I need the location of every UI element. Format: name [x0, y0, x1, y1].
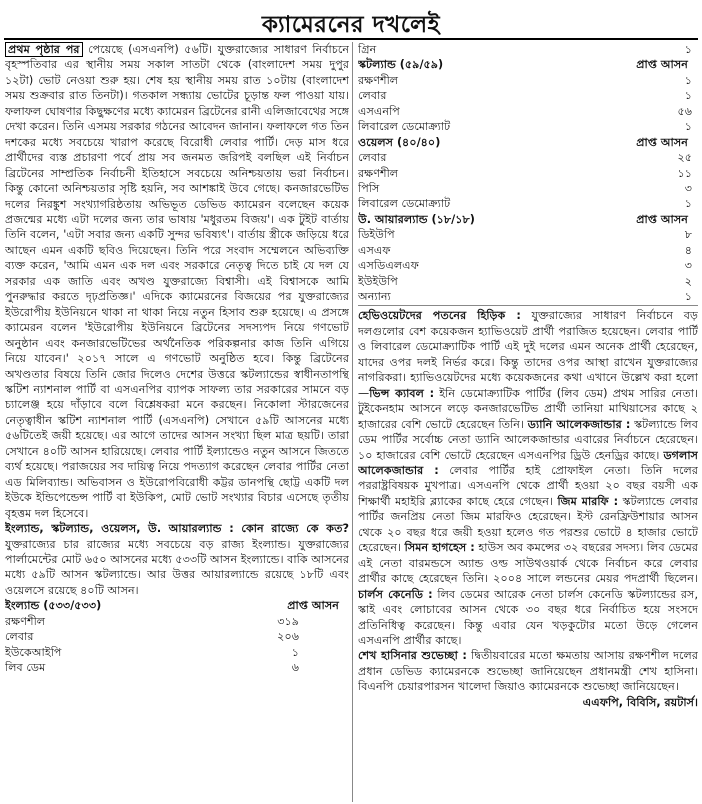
hasina-text: দ্বিতীয়বারের মতো ক্ষমতায় আসায় রক্ষণশীল দলের প্রধান ডেভিড ক্যামেরনকে শুভেচ্ছা জানিয়েছেন প্রধানমন্ত্রী শেখ হাসিনা। বিএনপি চেয়ারপারসন খালেদা জিয়াও ক্যামেরনকে শুভেচ্ছা জানিয়েছেন।	[358, 649, 698, 694]
seat-row	[358, 150, 698, 165]
seat-count: ৬	[291, 661, 299, 675]
party-name: লিবারেল ডেমোক্র্যাট	[358, 197, 451, 211]
wales-seats-header: প্রাপ্ত আসন	[636, 135, 688, 149]
england-table-continued	[358, 42, 698, 57]
party-name: লেবার	[358, 89, 387, 103]
ni-table	[358, 227, 698, 304]
seat-row	[358, 166, 698, 181]
seat-row	[5, 660, 349, 675]
headline: ক্যামেরনের দখলেই	[261, 12, 441, 38]
person-name-1: ভিন্স ক্যাবল :	[369, 386, 435, 400]
seat-count: ৪	[684, 243, 692, 257]
party-name: ইউইউপি	[358, 274, 398, 288]
seat-count: ১	[684, 43, 692, 56]
seat-count: ১১	[677, 166, 692, 180]
person-text-1: ইনি ডেমোক্র্যাটিক পার্টির (লিব ডেম) প্রথম সারির নেতা। টুইকেনহাম আসনে লড়ে কনজারভেটিভ প্রার্থী তানিয়া মাথিয়াসের কাছে ২ হাজারের বেশি ভোটে হেরেছেন তিনি।	[358, 386, 698, 431]
party-name: লেবার	[358, 151, 387, 165]
seat-count: ১	[291, 645, 299, 659]
top-rule	[4, 38, 698, 40]
party-name: লেবার	[5, 630, 34, 644]
seat-row	[5, 645, 349, 660]
scotland-table-header	[358, 57, 698, 72]
continued-tag: প্রথম পৃষ্ঠার পর	[5, 42, 83, 57]
person-name-6: চার্লস কেনেডি :	[358, 587, 433, 601]
seat-row	[358, 104, 698, 119]
seat-row	[358, 274, 698, 289]
seat-row	[358, 289, 698, 304]
person-name-3: ডগলাস আলেকজান্ডার :	[358, 448, 698, 477]
england-table-header	[5, 598, 349, 613]
seat-row	[5, 614, 349, 629]
party-name: ইউকেআইপি	[5, 645, 62, 659]
heavyweights-section	[358, 305, 698, 710]
lead-text: পেয়েছে (এসএনপি) ৫৬টি। যুক্তরাজ্যের সাধারণ নির্বাচনে বৃহস্পতিবার এর স্থানীয় সময় সকাল সাতটা থেকে (বাংলাদেশ সময় দুপুর ১২টা) ভোট নেওয়া শুরু হয়। শেষ হয় স্থানীয় সময় রাত ১০টায় (বাংলাদেশ সময় শুক্রবার রাত তিনটা)। গতকাল সন্ধ্যায় ভোটের চূড়ান্ত ফল পাওয়া যায়। ফলাফল ঘোষণার কিছুক্ষণের মধ্যে ক্যামেরন ব্রিটেনের রানী এলিজাবেথের সঙ্গে দেখা করেন। তিনি এসময় সরকার গঠনের আবেদন জানান। ফলাফলে গত তিন দশকের মধ্যে সবচেয়ে খারাপ করেছে বিরোধী লেবার পার্টি। দেড় মাস ধরে প্রার্থীদের ব্যস্ত প্রচারণা পর্বে প্রায় সব জনমত জরিপই বলছিল এই নির্বাচন ব্রিটেনের সাম্প্রতিক নির্বাচনী ইতিহাসে সবচেয়ে অনিশ্চয়তায় ভরা নির্বাচন। কিন্তু কোনো অনিশ্চয়তার সৃষ্টি হয়নি, সব আশঙ্কাই উবে গেছে। কনজারভেটিভ দলের নিরঙ্কুশ সংখ্যাগরিষ্ঠতায় অভিভূত ডেভিড ক্যামেরন বলেছেন কয়েক প্রজন্মের মধ্যে এটা দলের জন্য তার ভাষায় 'মধুরতম বিজয়'। এক টুইট বার্তায় তিনি বলেন, 'এটা সবার জন্য একটি সুন্দর ভবিষ্যৎ'। বার্তায় স্ত্রীকে জড়িয়ে ধরে আছেন এমন একটি ছবিও দিয়েছেন। তিনি পরে সংবাদ সম্মেলনে অভিব্যক্তি ব্যক্ত করেন, 'আমি এমন এক দল এবং সরকারে নেতৃত্ব দিতে চাই যে দল যে সরকার এক জাতি এবং অখণ্ড যুক্তরাজ্যে বিশ্বাসী। এই বিশ্বাসকে আমি পুনরুদ্ধার করতে দৃঢ়প্রতিজ্ঞ।' এদিকে ক্যামেরনের বিজয়ের পর যুক্তরাজ্যের ইউরোপীয় ইউনিয়নে থাকা না থাকা নিয়ে নতুন হিসাব শুরু হয়েছে। এ প্রসঙ্গে ক্যামেরন বলেন 'ইউরোপীয় ইউনিয়নে ব্রিটেনের সদস্যপদ নিয়ে গণভোট অনুষ্ঠান এবং কনজারভেটিভের অর্থনৈতিক পরিকল্পনার কাজ তিনি এগিয়ে নিয়ে যাবেন।' ২০১৭ সালে এ গণভোট অনুষ্ঠিত হবে। কিন্তু ব্রিটেনের অখণ্ডতার বিষয়ে তিনি জোর দিলেও দেশের উত্তরে স্কটল্যান্ডের স্বাধীনতাপন্থি স্কটিশ ন্যাশনাল পার্টি বা এসএনপির ব্যাপক সাফল্য তার সরকারের সামনে বড় চ্যালেঞ্জ হয়ে দাঁড়াবে বলে বিশ্লেষকরা মনে করছেন। নিকোলা স্টারজেনের নেতৃত্বাধীন স্কটিশ ন্যাশনাল পার্টি (এসএনপি) সেখানে ৫৯টি আসনের মধ্যে ৫৬টিতেই জয়ী হয়েছে। এর আগে তাদের আসন সংখ্যা ছিল মাত্র ছয়টি। তারা সেখানে ৪০টি আসন হারিয়েছে। লেবার পার্টি ইল্যান্ডেও নতুন আসনে জিততে ব্যর্থ হয়েছে। পরাজয়ের সব দায়িত্ব নিয়ে পদত্যাগ করেছেন লেবার পার্টির নেতা এড মিলিব্যান্ড। অভিবাসন ও ইউরোপবিরোধী কট্টর ডানপন্থি ছোট্ট একটি দল ইউকে ইন্ডিপেন্ডেন্স পার্টি বা ইউকিপ, মোট ভোট সংখ্যার বিচার এসেছে তৃতীয় বৃহত্তম দল হিসেবে।	[5, 43, 349, 520]
seat-count: ২৫	[677, 151, 692, 165]
title-band	[0, 0, 702, 40]
heavyweights-paragraph	[358, 308, 698, 648]
seat-count: ২০৬	[277, 630, 299, 644]
party-name: অন্যান্য	[358, 290, 391, 303]
party-name: এসডিএলএফ	[358, 259, 419, 273]
scotland-table	[358, 73, 698, 135]
party-name: লিবারেল ডেমোক্র্যাট	[358, 120, 451, 134]
ni-name: উ. আয়ারল্যান্ড (১৮/১৮)	[358, 212, 475, 226]
right-column	[358, 42, 698, 802]
source-credit: এএফপি, বিবিসি, রয়টার্স।	[582, 695, 698, 709]
wales-name: ওয়েলস (৪০/৪০)	[358, 135, 441, 149]
region-paragraph	[5, 521, 349, 598]
seat-row	[358, 243, 698, 258]
column-divider	[352, 42, 353, 802]
ni-seats-header: প্রাপ্ত আসন	[636, 212, 688, 226]
party-name: রক্ষণশীল	[358, 73, 399, 87]
region-subhead: ইংল্যান্ড, স্কটল্যান্ড, ওয়েলস, উ. আয়ারল্যান্ড : কোন রাজ্যে কে কত?	[5, 522, 349, 536]
person-text-2: স্কটল্যান্ডে লিব ডেম পার্টির সর্বোচ্চ নেতা ড্যানি আলেকজান্ডার এবারের নির্বাচনে হেরেছেন। ১০ হাজারের বেশি ভোটে হেরেছেন এসএনপির ড্রিউ হেনড্রির কাছে।	[358, 417, 698, 462]
seat-row	[358, 258, 698, 273]
seat-row	[358, 88, 698, 103]
person-text-6: লিব ডেমের আরেক নেতা চার্লস কেনেডি স্কটল্যান্ডের রস, স্কাই এবং লোচাবের আসন থেকে ৩০ বছর ধরে নির্বাচিত হয়ে সংসদে প্রতিনিধিত্ব করেছেন। কিন্তু এবার যেন খড়কুটোর মতো উড়ে গেলেন এসএনপি প্রার্থীর কাছে।	[358, 587, 698, 647]
person-text-5: হাউস অব কমন্সের ৩২ বছরের সদস্য। লিব ডেমের এই নেতা বারমন্ডসে অ্যান্ড ওল্ড সাউথওয়ার্ক থেকে নির্বাচন করে লেবার প্রার্থীর কাছে হেরেছেন তিনি। ২০০৪ সালে লন্ডনের মেয়র পদপ্রার্থী ছিলেন।	[358, 541, 698, 586]
seat-count: ১	[684, 73, 692, 87]
seat-row	[358, 73, 698, 88]
party-name: রক্ষণশীল	[358, 166, 399, 180]
seat-count: ৫৬	[677, 104, 692, 118]
seat-count: ৮	[684, 228, 692, 242]
seat-count: ৩	[684, 181, 692, 195]
heavyweights-title: হেভিওয়েটদের পতনের হিড়িক :	[358, 309, 521, 323]
england-table	[5, 614, 349, 676]
hasina-title: শেখ হাসিনার শুভেচ্ছা :	[358, 649, 467, 663]
seat-row	[358, 42, 698, 57]
region-text: যুক্তরাজ্যের চার রাজ্যের মধ্যে সবচেয়ে বড় রাজ্য ইংল্যান্ড। যুক্তরাজ্যের পার্লামেন্টের মোট ৬৫০ আসনের মধ্যে ৫৩৩টি আসন ইংল্যান্ডে। বাকি আসনের মধ্যে ৫৯টি আসন স্কটল্যান্ডে। আর উত্তর আয়ারল্যান্ডে রয়েছে ১৮টি এবং ওয়েলসে রয়েছে ৪০টি আসন।	[5, 537, 349, 597]
wales-table	[358, 150, 698, 212]
seat-count: ৩১৯	[277, 614, 299, 628]
seat-count: ১	[684, 197, 692, 211]
ni-table-header	[358, 212, 698, 227]
person-name-4: জিম মারফি :	[557, 494, 619, 508]
seat-row	[358, 181, 698, 196]
seat-count: ৩	[684, 259, 692, 273]
seat-count: ১	[684, 120, 692, 134]
scotland-seats-header: প্রাপ্ত আসন	[636, 58, 688, 72]
person-name-2: ড্যানি আলেকজান্ডার :	[527, 417, 631, 431]
seat-count: ১	[684, 290, 692, 303]
party-name: গ্রিন	[358, 43, 377, 56]
england-seats-header: প্রাপ্ত আসন	[287, 599, 339, 613]
seat-count: ২	[684, 274, 692, 288]
person-text-4: স্কটল্যান্ডে লেবার পার্টির জনপ্রিয় নেতা জিম মারফিও হেরেছেন। ইস্ট রেনফ্রিউশায়ার আসন থেকে ২০ বছর ধরে জয়ী হওয়া হলেও গত পরশুর ভোটে ৪ হাজার ভোটে হেরেছেন।	[358, 494, 698, 555]
party-name: লিব ডেম	[5, 661, 46, 675]
party-name: এসএফ	[358, 243, 391, 257]
party-name: ডিইউপি	[358, 228, 395, 242]
seat-row	[358, 227, 698, 242]
hasina-paragraph	[358, 648, 698, 694]
left-column	[5, 42, 349, 802]
person-name-5: সিমন হাগহেস :	[404, 541, 475, 555]
scotland-name: স্কটল্যান্ড (৫৯/৫৯)	[358, 58, 444, 72]
party-name: রক্ষণশীল	[5, 614, 46, 628]
seat-row	[5, 629, 349, 644]
seat-count: ১	[684, 89, 692, 103]
england-name: ইংল্যান্ড (৫৩৩/৫৩৩)	[5, 599, 102, 613]
seat-row	[358, 119, 698, 134]
person-text-3: লেবার পার্টির হাই প্রোফাইল নেতা। তিনি দলের পররাষ্ট্রবিষয়ক মুখপাত্র। এসএনপি থেকে প্রার্থী হওয়া ২০ বছর বয়সী এক শিক্ষার্থী মহাইরি ব্ল্যাকের কাছে হেরে গেছেন।	[358, 463, 698, 508]
heavyweights-text: যুক্তরাজ্যের সাধারণ নির্বাচনে বড় দলগুলোর বেশ কয়েকজন হ্যাভিওয়েট প্রার্থী পরাজিত হয়েছেন। লেবার পার্টি ও লিবারেল ডেমোক্র্যাটিক পার্টি এই দুই দলের এমন অনেক প্রার্থী হেরেছেন, যাদের ওপর দলই নির্ভর করে। কিন্তু তাদের ওপর আস্থা রাখেন যুক্তরাজ্যের নাগরিকরা। হ্যাভিওয়েটদের মধ্যে কয়েকজনের কথা এখানে উল্লেখ করা হলো—	[358, 309, 698, 400]
party-name: পিসি	[358, 181, 380, 195]
lead-paragraph	[5, 42, 349, 521]
party-name: এসএনপি	[358, 104, 400, 118]
wales-table-header	[358, 135, 698, 150]
seat-row	[358, 196, 698, 211]
